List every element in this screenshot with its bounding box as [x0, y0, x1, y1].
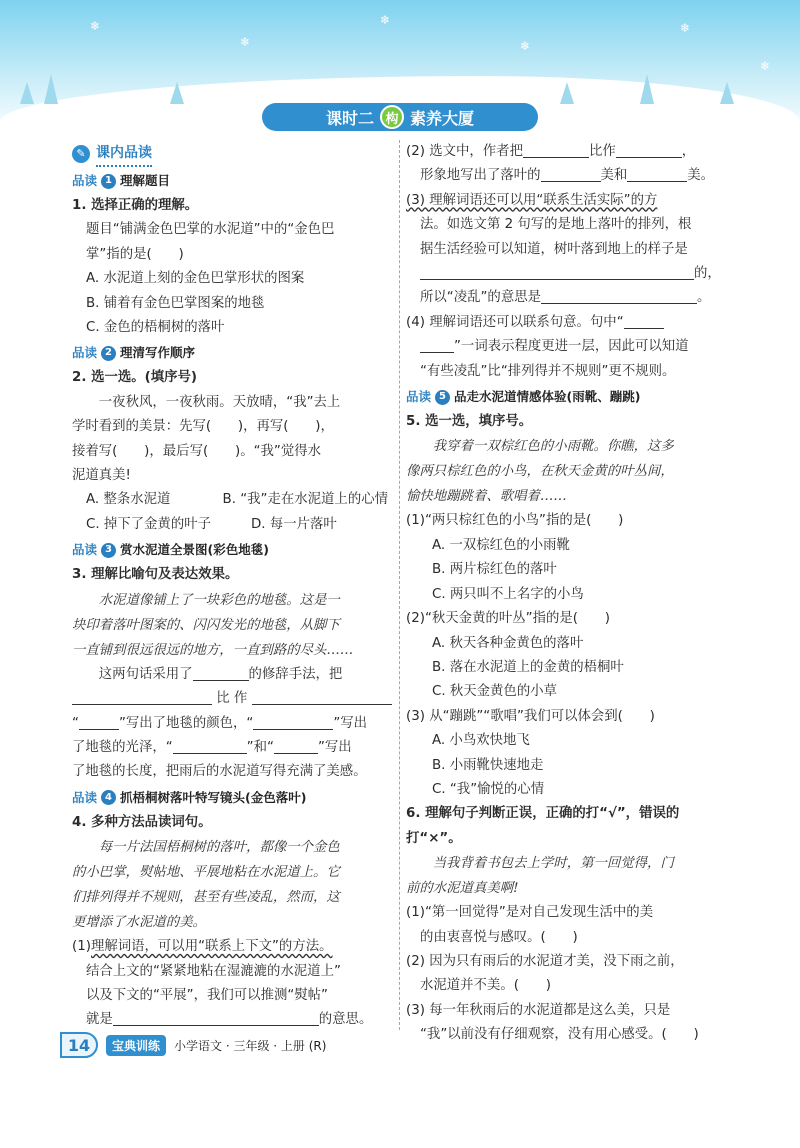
tree-icon: [720, 82, 734, 104]
left-column: [72, 140, 394, 1033]
option[interactable]: A. 整条水泥道: [86, 492, 171, 508]
answer-blank[interactable]: [193, 664, 249, 681]
snowflake-icon: ❄: [760, 59, 771, 73]
option[interactable]: A. 水泥道上刻的金色巴掌形状的图案: [86, 271, 305, 287]
lesson-title: 素养大厦: [410, 108, 475, 128]
answer-blank[interactable]: [72, 688, 212, 705]
answer-blank[interactable]: [624, 312, 664, 329]
option[interactable]: A. 秋天各种金黄色的落叶: [432, 635, 584, 651]
question-6: 6. 理解句子判断正误，正确的打“√”，错误的打“×”。 当我背着书包去上学时，第一回觉得，门 前的水泥道真美啊! (1)“第一回觉得”是对自己发现生活中的美 的由衷喜悦与感叹。( ) (2) 因为只有雨后的水泥道才美，没下雨之前， 水泥道并不美。( ) (3) 每一年秋雨后的水泥道都是这么美，只是 “我”以前没有仔细观察，没有用心感受。( ): [406, 806, 699, 1043]
snowflake-icon: ❄: [90, 19, 101, 33]
answer-blank[interactable]: [523, 141, 589, 158]
answer-blank[interactable]: [252, 688, 392, 705]
subsection-4: 品读 4 抓梧桐树落叶特写镜头(金色落叶): [72, 789, 307, 805]
tree-icon: [20, 82, 34, 104]
column-divider: [399, 140, 400, 1030]
option[interactable]: C. 金色的梧桐树的落叶: [86, 320, 225, 336]
lesson-title-bar: [262, 103, 538, 131]
option[interactable]: A. 小鸟欢快地飞: [432, 733, 530, 749]
question-1: 1. 选择正确的理解。 题目“铺满金色巴掌的水泥道”中的“金色巴 掌”指的是( ) A. 水泥道上刻的金色巴掌形状的图案 B. 铺着有金色巴掌图案的地毯 C. 金色的梧桐树的落叶: [72, 194, 394, 340]
option[interactable]: B. 小雨靴快速地走: [432, 757, 544, 773]
answer-blank[interactable]: [253, 713, 333, 730]
option[interactable]: C. 两只叫不上名字的小鸟: [432, 586, 584, 602]
snowflake-icon: ❄: [240, 35, 251, 49]
tree-icon: [170, 82, 184, 104]
tree-icon: [640, 74, 654, 104]
subsection-2: 品读 2 理清写作顺序: [72, 345, 196, 361]
option[interactable]: B. “我”走在水泥道上的心情: [222, 492, 388, 508]
answer-blank[interactable]: [627, 165, 687, 182]
answer-blank[interactable]: [113, 1009, 319, 1026]
right-column: [406, 140, 730, 1048]
option[interactable]: D. 每一片落叶: [251, 516, 337, 532]
tree-icon: [44, 74, 58, 104]
page-footer: [60, 1030, 440, 1060]
snowflake-icon: ❄: [680, 21, 691, 35]
subsection-3: 品读 3 赏水泥道全景图(彩色地毯): [72, 542, 269, 558]
question-4-continued: (2) 选文中，作者把 比作 ， 形象地写出了落叶的 美和 美。 (3) 理解词语还可以用“联系生活实际”的方 法。如选文第 2 句写的是地上落叶的排列，根 据生活经验可以知道，树叶落到地上的样子是 的， 所以“凌乱”的意思是 。 (4) 理解词语还可以联系句意。句中“ ”一词表示程度更进一层，因此可以知道 “有些凌乱”比“排列得并不规则”更不规则。: [406, 140, 730, 384]
subsection-5: 品读 5 品走水泥道情感体验(雨靴、蹦跳): [406, 388, 641, 404]
option[interactable]: B. 两片棕红色的落叶: [432, 562, 557, 578]
lesson-badge: 构: [380, 105, 404, 129]
option[interactable]: A. 一双棕红色的小雨靴: [432, 537, 570, 553]
option[interactable]: C. “我”愉悦的心情: [432, 781, 545, 797]
answer-blank[interactable]: [541, 165, 601, 182]
answer-blank[interactable]: [79, 713, 119, 730]
snowflake-icon: ❄: [520, 39, 531, 53]
answer-blank[interactable]: [541, 287, 697, 304]
answer-blank[interactable]: [420, 336, 454, 353]
reading-icon: ✎: [72, 145, 90, 163]
subsection-1: 品读 1 理解题目: [72, 172, 171, 188]
option[interactable]: C. 秋天金黄色的小草: [432, 684, 557, 700]
option[interactable]: B. 铺着有金色巴掌图案的地毯: [86, 295, 265, 311]
question-2: 2. 选一选。(填序号) 一夜秋风，一夜秋雨。天放晴，“我”去上 学时看到的美景：先写( )，再写( )， 接着写( )，最后写( )。“我”觉得水 泥道真美! A. 整条水泥道 B. “我”走在水泥道上的心情 C. 掉下了金黄的叶子 D. 每一片落叶: [72, 366, 394, 537]
lesson-label: 课时二: [325, 108, 374, 128]
brand-logo: 宝典训练: [106, 1035, 166, 1056]
option[interactable]: B. 落在水泥道上的金黄的梧桐叶: [432, 659, 624, 675]
answer-blank[interactable]: [616, 141, 682, 158]
book-info: 小学语文 · 三年级 · 上册 (R): [174, 1038, 327, 1053]
page-number: 14: [60, 1032, 98, 1058]
answer-blank[interactable]: [274, 737, 318, 754]
question-5: 5. 选一选，填序号。 我穿着一双棕红色的小雨靴。你瞧，这多 像两只棕红色的小鸟，在秋天金黄的叶丛间， 愉快地蹦跳着、歌唱着…… (1)“两只棕红色的小鸟”指的是( ) A. 一双棕红色的小雨靴 B. 两片棕红色的落叶 C. 两只叫不上名字的小鸟 (2)“秋天金黄的叶丛”指的是( ) A. 秋天各种金黄色的落叶 B. 落在水泥道上的金黄的梧桐叶 C. 秋天金黄色的小草 (3) 从“蹦跳”“歌唱”我们可以体会到( ) A. 小鸟欢快地飞 B. 小雨靴快速地走 C. “我”愉悦的心情: [406, 410, 730, 802]
answer-blank[interactable]: [173, 737, 247, 754]
answer-blank[interactable]: [420, 263, 694, 280]
question-4: 4. 多种方法品读词句。 每一片法国梧桐树的落叶，都像一个金色 的小巴掌，熨帖地、平展地粘在水泥道上。它 们排列得并不规则，甚至有些凌乱，然而，这 更增添了水泥道的美。 (1)理解词语，可以用“联系上下文”的方法。 结合上文的“紧紧地粘在湿漉漉的水泥道上” 以及下文的“平展”，我们可以推测“熨帖” 就是 的意思。: [72, 814, 373, 1028]
tree-icon: [560, 82, 574, 104]
section-title: ✎ 课内品读: [72, 140, 394, 168]
snowflake-icon: ❄: [380, 13, 391, 27]
question-3: 3. 理解比喻句及表达效果。 水泥道像铺上了一块彩色的地毯。这是一 块印着落叶图案的、闪闪发光的地毯，从脚下 一直铺到很远很远的地方，一直到路的尽头…… 这两句话采用了 的修辞手法，把 比 作 “ ”写出了地毯的颜色，“ ”写出 了地毯的光泽，“ ”和“ ”写出 了地毯的长度，把雨后的水泥道写得充满了美感。: [72, 563, 394, 784]
option[interactable]: C. 掉下了金黄的叶子: [86, 516, 211, 532]
